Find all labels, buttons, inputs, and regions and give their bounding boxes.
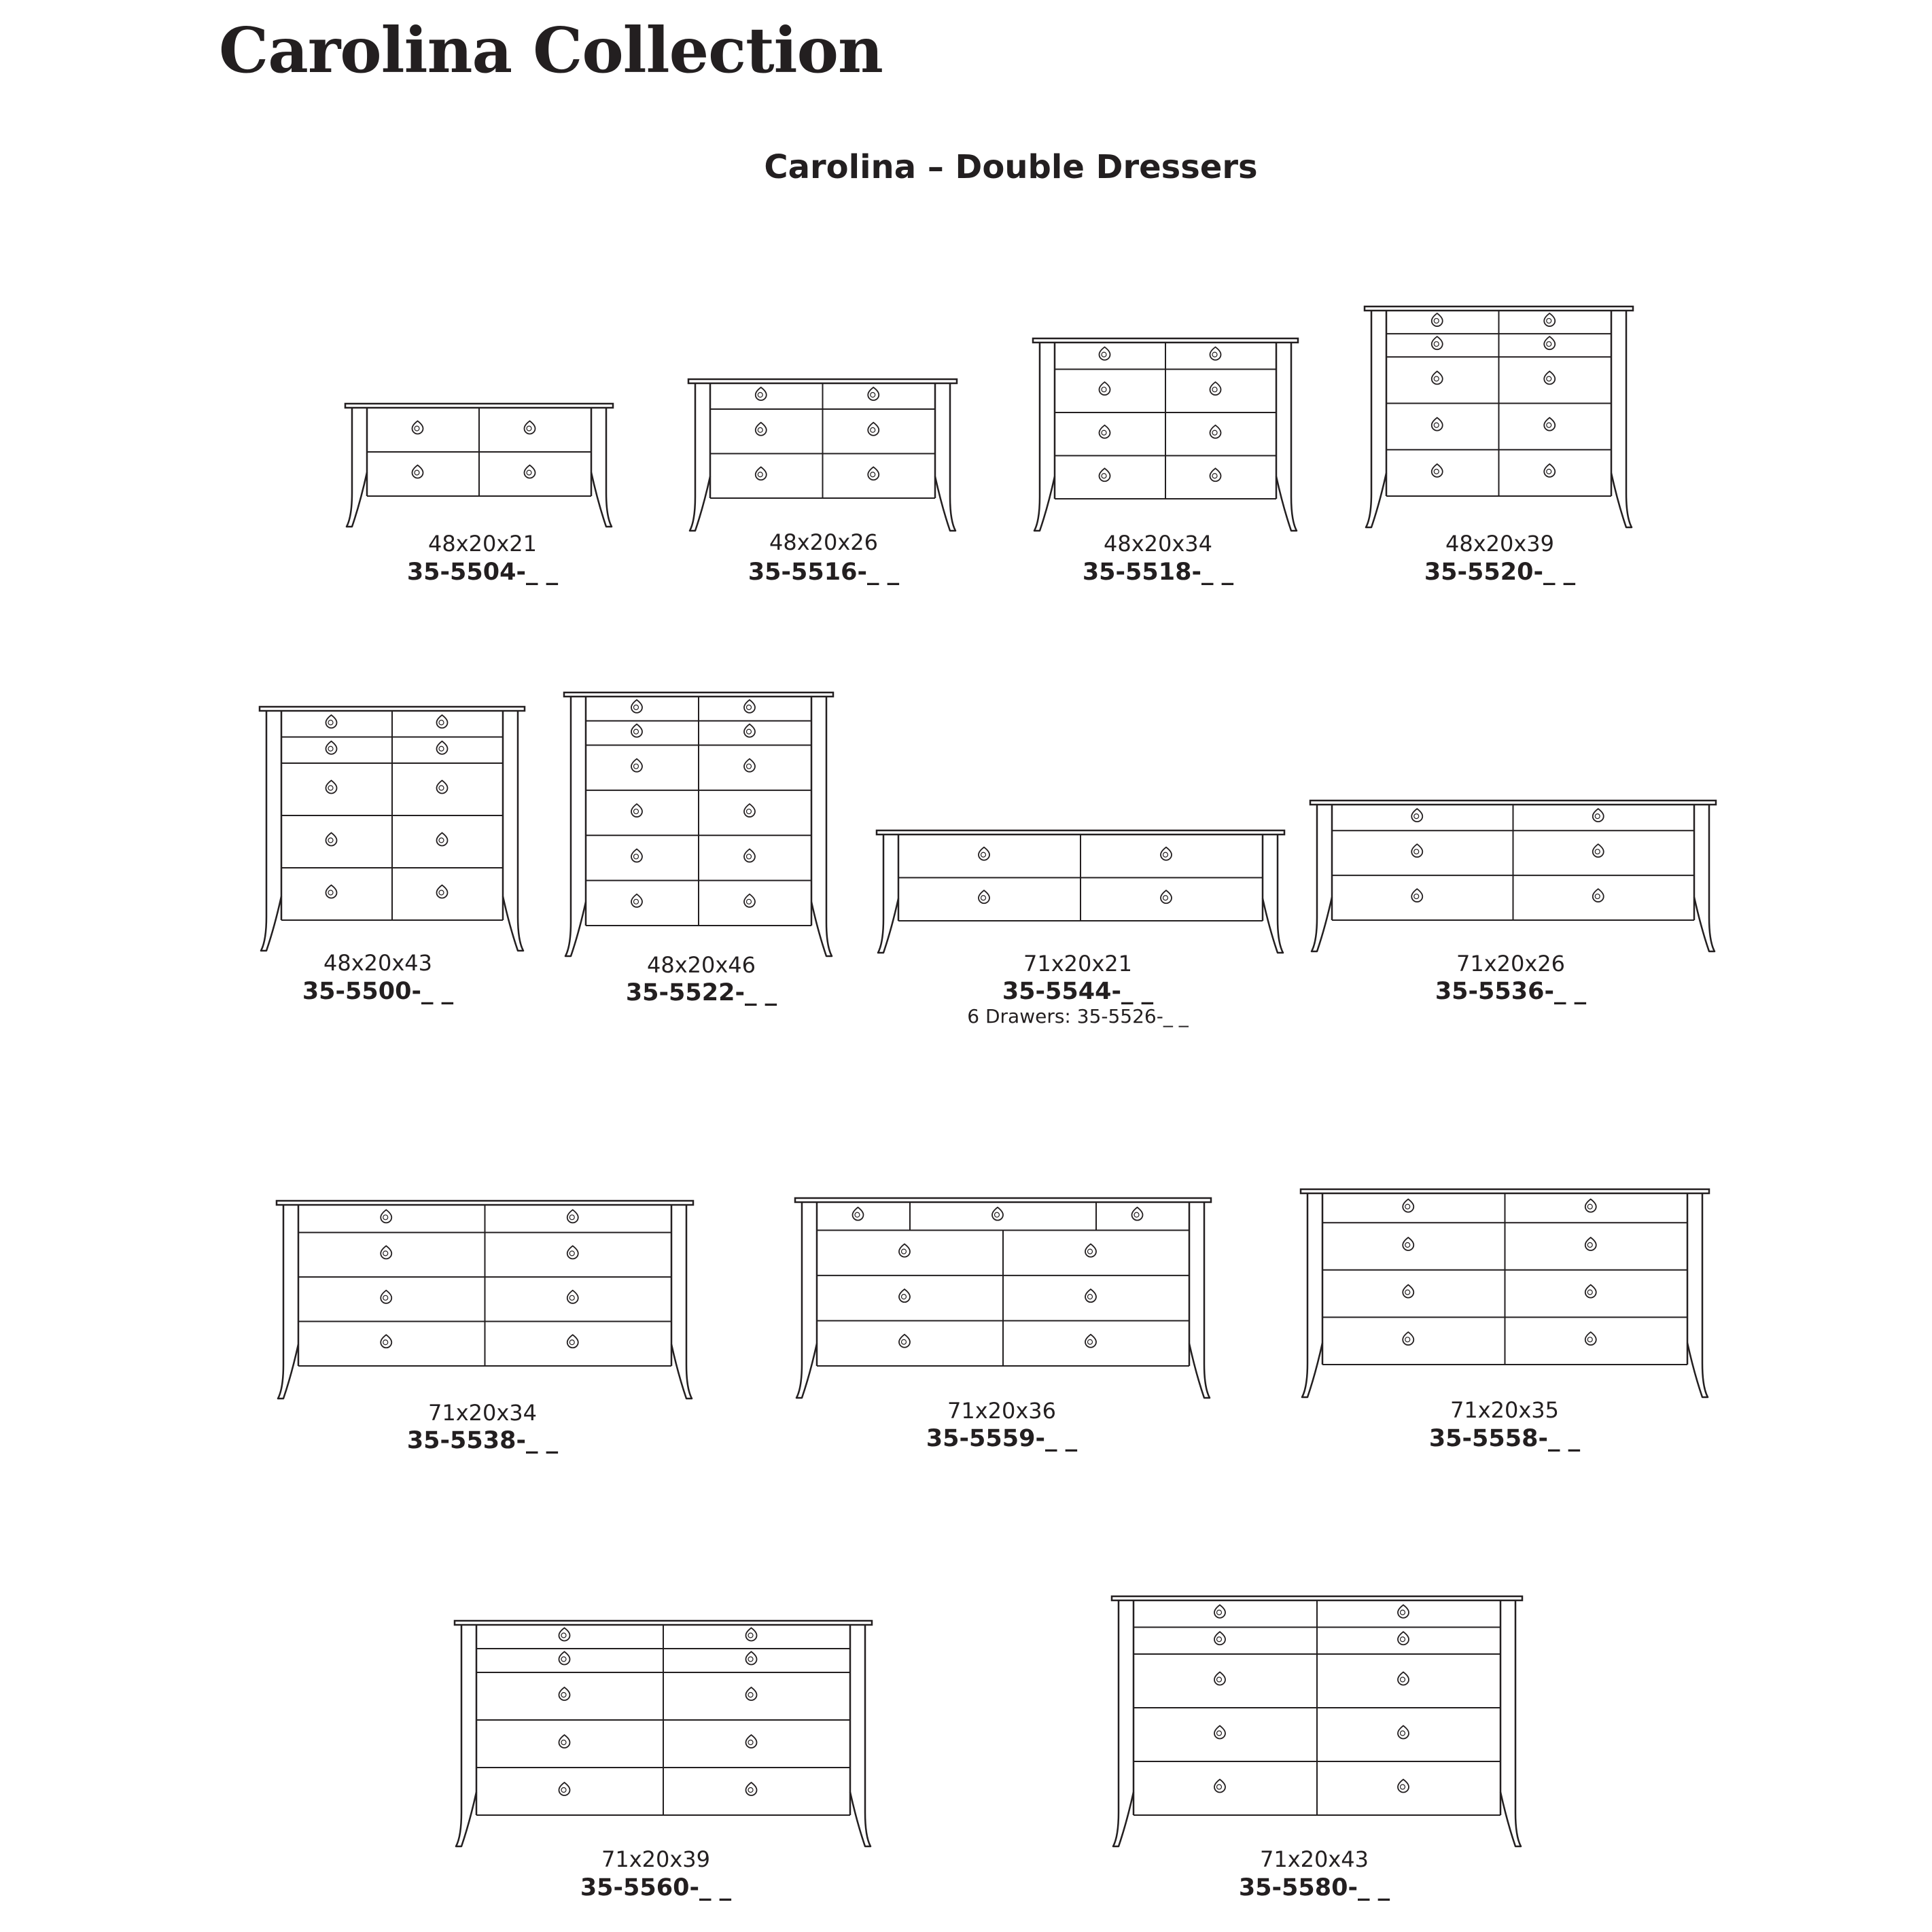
drawer-knob-icon (868, 467, 879, 480)
drawer-knob-icon (567, 1246, 578, 1259)
product-note: 6 Drawers: 35-5526-_ _ (967, 1005, 1189, 1028)
drawer-knob-icon (746, 1782, 757, 1795)
drawer-knob-icon (1432, 336, 1443, 349)
product-dimensions: 71x20x26 (1456, 951, 1566, 977)
drawer-knob-icon (381, 1246, 391, 1259)
drawer-knob-icon (744, 894, 755, 907)
drawer-knob-icon (631, 759, 642, 772)
product-dimensions: 71x20x39 (601, 1846, 711, 1872)
drawer-knob-icon (1544, 313, 1555, 326)
dresser-drawing (795, 1198, 1211, 1398)
drawer-knob-icon (1398, 1672, 1409, 1685)
drawer-knob-icon (326, 833, 337, 846)
dresser-top (1033, 338, 1298, 343)
dresser-leg (796, 1202, 817, 1398)
drawer-knob-icon (525, 421, 535, 434)
drawer-knob-icon (631, 724, 642, 737)
drawer-knob-icon (1398, 1605, 1409, 1618)
drawer-knob-icon (744, 700, 755, 713)
drawer-knob-icon (899, 1244, 910, 1257)
drawer-knob-icon (631, 894, 642, 907)
drawer-knob-icon (326, 781, 337, 794)
product-dimensions: 48x20x21 (427, 531, 538, 557)
drawer-knob-icon (744, 849, 755, 862)
drawer-knob-icon (1403, 1237, 1413, 1250)
dresser-top (1301, 1189, 1709, 1193)
drawer-knob-icon (567, 1335, 578, 1348)
drawer-knob-icon (1161, 847, 1172, 860)
dresser-drawing (260, 707, 525, 951)
dresser-leg (347, 408, 367, 527)
product-dimensions: 71x20x43 (1259, 1846, 1369, 1872)
product-sku: 35-5544-_ _ (1002, 978, 1154, 1005)
dresser-leg (1113, 1600, 1134, 1846)
drawer-knob-icon (567, 1210, 578, 1223)
drawer-knob-icon (1432, 418, 1443, 431)
drawer-knob-icon (559, 1628, 570, 1641)
drawer-knob-icon (1432, 371, 1443, 384)
drawer-knob-icon (746, 1687, 757, 1700)
dresser-leg (1189, 1202, 1210, 1398)
product-sku: 35-5520-_ _ (1424, 559, 1576, 586)
drawer-knob-icon (381, 1335, 391, 1348)
drawer-knob-icon (868, 387, 879, 400)
drawer-knob-icon (992, 1208, 1003, 1220)
product-sku: 35-5522-_ _ (625, 979, 777, 1006)
dresser-top (1365, 306, 1633, 311)
dresser-top (688, 379, 957, 383)
drawer-knob-icon (756, 467, 767, 480)
drawer-knob-icon (1161, 890, 1172, 903)
dresser-drawing (345, 404, 613, 527)
dresser-leg (1312, 805, 1332, 951)
drawer-knob-icon (567, 1290, 578, 1303)
drawer-knob-icon (1544, 336, 1555, 349)
dresser-top (564, 692, 833, 697)
drawer-knob-icon (631, 700, 642, 713)
dresser-leg (671, 1205, 692, 1399)
dresser-top (455, 1621, 872, 1625)
drawer-knob-icon (1398, 1780, 1409, 1793)
drawer-knob-icon (437, 885, 448, 898)
dresser-top (1310, 801, 1716, 805)
drawer-knob-icon (1214, 1672, 1225, 1685)
drawer-knob-icon (899, 1335, 910, 1348)
drawer-knob-icon (1214, 1780, 1225, 1793)
drawer-knob-icon (326, 715, 337, 728)
drawer-knob-icon (1411, 889, 1422, 902)
drawer-knob-icon (437, 781, 448, 794)
drawer-knob-icon (1403, 1332, 1413, 1345)
dresser-drawing (1365, 306, 1633, 527)
dresser-drawing (1033, 338, 1298, 531)
drawer-knob-icon (1085, 1335, 1096, 1348)
drawer-knob-icon (1214, 1726, 1225, 1739)
page-title: Carolina Collection (219, 14, 883, 87)
dresser-leg (811, 697, 832, 956)
product-dimensions: 71x20x36 (947, 1398, 1057, 1424)
dresser-top (260, 707, 525, 711)
product-dimensions: 71x20x21 (1023, 951, 1133, 977)
drawer-knob-icon (1403, 1199, 1413, 1212)
drawer-knob-icon (1585, 1332, 1596, 1345)
drawer-knob-icon (326, 885, 337, 898)
dresser-leg (565, 697, 586, 956)
drawer-knob-icon (1544, 464, 1555, 477)
dresser-top (877, 830, 1284, 835)
product-sku: 35-5536-_ _ (1435, 978, 1587, 1005)
product-sku: 35-5538-_ _ (406, 1427, 559, 1454)
drawer-knob-icon (1593, 844, 1604, 857)
drawer-knob-icon (559, 1782, 570, 1795)
dresser-leg (1611, 311, 1632, 527)
drawer-knob-icon (853, 1208, 864, 1220)
drawer-knob-icon (1585, 1199, 1596, 1212)
dresser-leg (1694, 805, 1715, 951)
drawer-knob-icon (1100, 382, 1110, 395)
drawer-knob-icon (744, 724, 755, 737)
dresser-top (795, 1198, 1211, 1202)
product-sku: 35-5518-_ _ (1082, 559, 1234, 586)
drawer-knob-icon (1210, 468, 1221, 481)
dresser-drawing (564, 692, 833, 956)
product-sku: 35-5500-_ _ (302, 978, 454, 1005)
product-dimensions: 48x20x26 (769, 529, 879, 555)
drawer-knob-icon (756, 423, 767, 436)
dresser-drawing (1310, 801, 1716, 951)
drawer-knob-icon (1210, 425, 1221, 438)
drawer-knob-icon (437, 715, 448, 728)
dresser-drawing (1112, 1596, 1522, 1846)
dresser-leg (503, 711, 523, 951)
drawer-knob-icon (1398, 1726, 1409, 1739)
dresser-leg (1687, 1193, 1708, 1397)
drawer-knob-icon (979, 847, 989, 860)
drawer-knob-icon (1544, 418, 1555, 431)
drawer-knob-icon (1411, 844, 1422, 857)
dresser-leg (1302, 1193, 1322, 1397)
drawer-knob-icon (1593, 889, 1604, 902)
drawer-knob-icon (1432, 464, 1443, 477)
product-sku: 35-5580-_ _ (1238, 1874, 1390, 1901)
drawer-knob-icon (1214, 1605, 1225, 1618)
drawer-knob-icon (437, 741, 448, 754)
drawer-knob-icon (746, 1652, 757, 1665)
dresser-top (277, 1201, 693, 1205)
dresser-leg (1366, 311, 1386, 527)
dresser-drawing (1301, 1189, 1709, 1397)
drawer-knob-icon (326, 741, 337, 754)
drawer-knob-icon (1100, 425, 1110, 438)
drawer-knob-icon (1210, 382, 1221, 395)
product-dimensions: 48x20x39 (1445, 531, 1555, 557)
drawer-knob-icon (1403, 1285, 1413, 1298)
drawer-knob-icon (437, 833, 448, 846)
dresser-leg (1034, 343, 1055, 531)
drawer-knob-icon (979, 890, 989, 903)
product-sku: 35-5516-_ _ (748, 559, 900, 586)
drawer-knob-icon (559, 1687, 570, 1700)
drawer-knob-icon (1411, 809, 1422, 822)
dresser-leg (591, 408, 612, 527)
dresser-drawing (455, 1621, 872, 1846)
drawer-knob-icon (744, 804, 755, 817)
section-subtitle: Carolina – Double Dressers (764, 148, 1258, 186)
product-sku: 35-5504-_ _ (406, 559, 559, 586)
product-dimensions: 48x20x43 (323, 950, 433, 976)
drawer-knob-icon (1085, 1289, 1096, 1302)
dresser-drawing (277, 1201, 693, 1399)
drawer-knob-icon (631, 804, 642, 817)
drawer-knob-icon (631, 849, 642, 862)
drawer-knob-icon (412, 466, 423, 478)
drawer-knob-icon (1585, 1237, 1596, 1250)
dresser-drawing (877, 830, 1284, 953)
drawer-knob-icon (868, 423, 879, 436)
drawer-knob-icon (746, 1735, 757, 1748)
drawer-knob-icon (1585, 1285, 1596, 1298)
product-dimensions: 48x20x46 (646, 952, 756, 978)
drawer-knob-icon (381, 1210, 391, 1223)
drawer-knob-icon (1210, 347, 1221, 360)
dresser-leg (878, 835, 898, 953)
dresser-leg (690, 383, 710, 531)
product-dimensions: 71x20x35 (1450, 1397, 1560, 1423)
dresser-leg (261, 711, 281, 951)
drawer-knob-icon (525, 466, 535, 478)
dresser-leg (850, 1625, 871, 1846)
dresser-leg (1263, 835, 1283, 953)
product-dimensions: 48x20x34 (1103, 531, 1213, 557)
dresser-leg (456, 1625, 476, 1846)
dresser-leg (1500, 1600, 1521, 1846)
dresser-drawing (688, 379, 957, 531)
product-sku: 35-5558-_ _ (1428, 1425, 1581, 1452)
product-sku: 35-5560-_ _ (580, 1874, 732, 1901)
product-sku: 35-5559-_ _ (926, 1425, 1078, 1452)
dresser-leg (278, 1205, 298, 1399)
dresser-top (1112, 1596, 1522, 1600)
drawer-knob-icon (559, 1735, 570, 1748)
drawer-knob-icon (1132, 1208, 1143, 1220)
drawer-knob-icon (744, 759, 755, 772)
drawer-knob-icon (899, 1289, 910, 1302)
dresser-leg (935, 383, 955, 531)
drawer-knob-icon (1085, 1244, 1096, 1257)
drawer-knob-icon (1432, 313, 1443, 326)
drawer-knob-icon (559, 1652, 570, 1665)
drawer-knob-icon (756, 387, 767, 400)
drawer-knob-icon (1100, 347, 1110, 360)
drawer-knob-icon (746, 1628, 757, 1641)
dresser-leg (1276, 343, 1297, 531)
drawer-knob-icon (1214, 1632, 1225, 1645)
drawer-knob-icon (1100, 468, 1110, 481)
drawer-knob-icon (1544, 371, 1555, 384)
drawer-knob-icon (412, 421, 423, 434)
drawer-knob-icon (381, 1290, 391, 1303)
drawer-knob-icon (1593, 809, 1604, 822)
product-dimensions: 71x20x34 (427, 1400, 538, 1426)
drawer-knob-icon (1398, 1632, 1409, 1645)
dresser-top (345, 404, 613, 408)
